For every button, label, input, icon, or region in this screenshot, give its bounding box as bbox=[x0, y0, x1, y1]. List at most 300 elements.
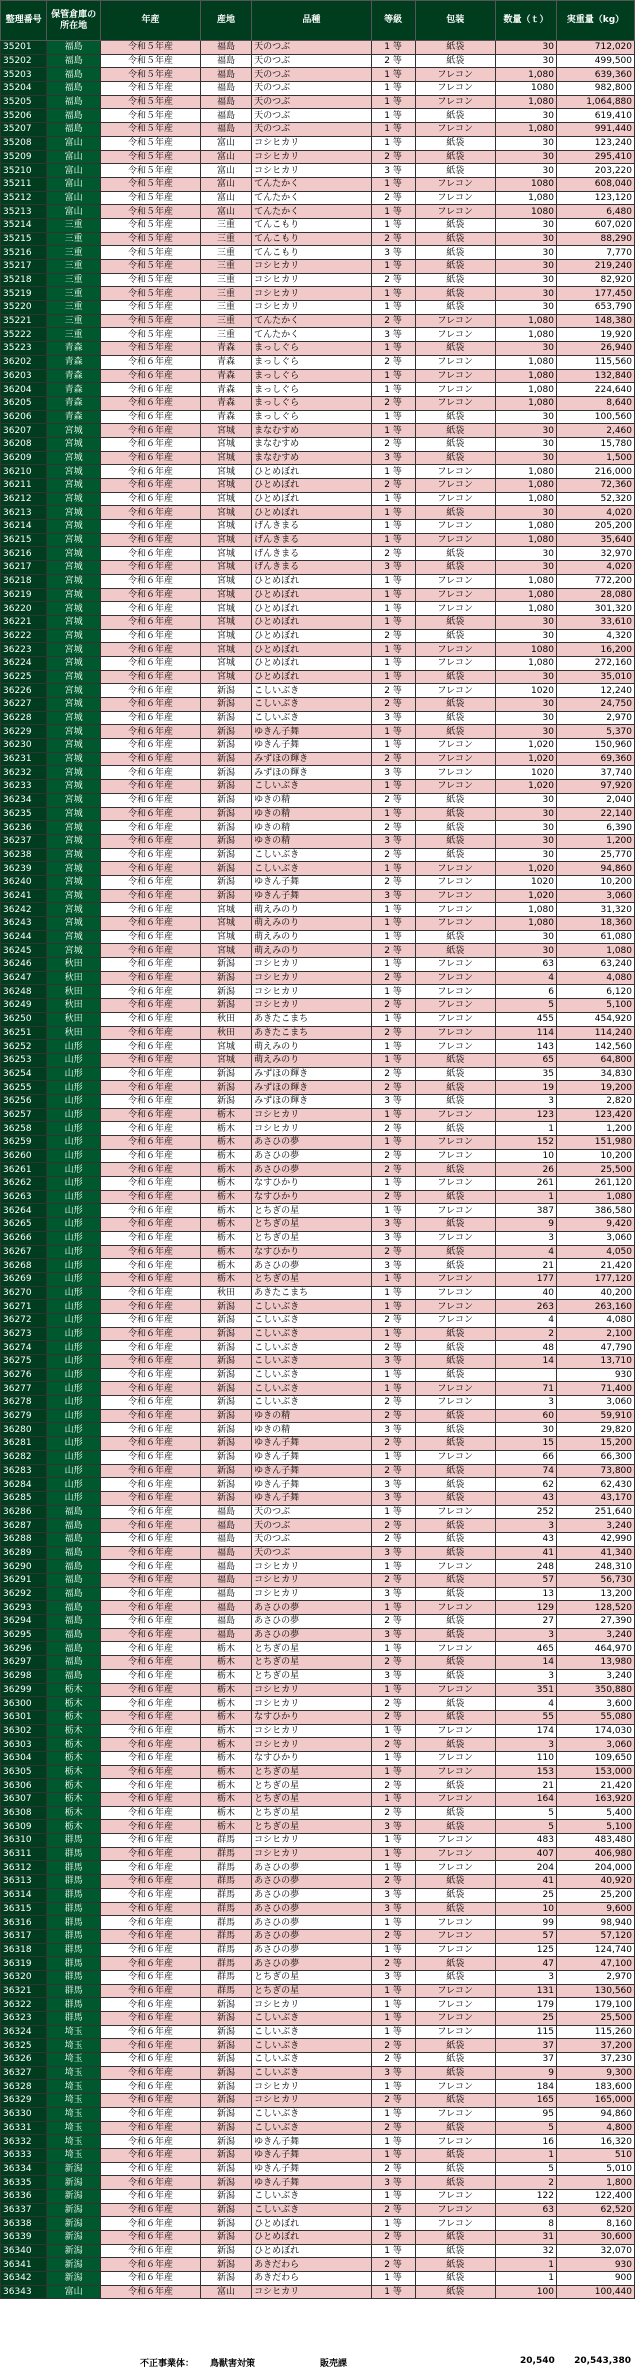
cell-qty: 1,080 bbox=[495, 479, 556, 493]
cell-year: 令和６年産 bbox=[100, 821, 200, 835]
cell-year: 令和６年産 bbox=[100, 547, 200, 561]
cell-id: 36204 bbox=[1, 383, 47, 397]
cell-qty: 30 bbox=[495, 260, 556, 274]
table-row bbox=[1, 1272, 635, 1286]
cell-qty: 261 bbox=[495, 1177, 556, 1191]
cell-variety: こしいぶき bbox=[252, 862, 371, 876]
cell-id: 36229 bbox=[1, 725, 47, 739]
table-row bbox=[1, 1669, 635, 1683]
cell-qty: 30 bbox=[495, 848, 556, 862]
cell-grade: 3 等 bbox=[371, 2176, 415, 2190]
cell-year: 令和５年産 bbox=[100, 342, 200, 356]
table-row bbox=[1, 1341, 635, 1355]
cell-qty: 30 bbox=[495, 232, 556, 246]
cell-package: 紙袋 bbox=[415, 2121, 495, 2135]
cell-weight: 63,240 bbox=[556, 958, 634, 972]
cell-qty: 1,080 bbox=[495, 191, 556, 205]
cell-variety: ひとめぼれ bbox=[252, 629, 371, 643]
col-id: 整理番号 bbox=[1, 1, 47, 41]
cell-weight: 21,420 bbox=[556, 1259, 634, 1273]
cell-grade: 2 等 bbox=[371, 971, 415, 985]
cell-warehouse: 宮城 bbox=[47, 725, 101, 739]
cell-weight: 12,240 bbox=[556, 684, 634, 698]
cell-weight: 10,200 bbox=[556, 875, 634, 889]
cell-qty: 125 bbox=[495, 1943, 556, 1957]
cell-package: フレコン bbox=[415, 1286, 495, 1300]
cell-qty: 1,080 bbox=[495, 588, 556, 602]
cell-year: 令和６年産 bbox=[100, 1259, 200, 1273]
cell-origin: 新潟 bbox=[200, 1464, 251, 1478]
cell-year: 令和６年産 bbox=[100, 1300, 200, 1314]
table-row bbox=[1, 2203, 635, 2217]
cell-weight: 62,430 bbox=[556, 1478, 634, 1492]
cell-weight: 4,020 bbox=[556, 506, 634, 520]
cell-grade: 2 等 bbox=[371, 2053, 415, 2067]
cell-origin: 新潟 bbox=[200, 999, 251, 1013]
cell-year: 令和６年産 bbox=[100, 492, 200, 506]
cell-warehouse: 宮城 bbox=[47, 739, 101, 753]
cell-origin: 新潟 bbox=[200, 698, 251, 712]
cell-id: 36298 bbox=[1, 1669, 47, 1683]
cell-variety: まっしぐら bbox=[252, 383, 371, 397]
cell-origin: 秋田 bbox=[200, 1026, 251, 1040]
cell-warehouse: 山形 bbox=[47, 1300, 101, 1314]
table-row bbox=[1, 2135, 635, 2149]
cell-origin: 青森 bbox=[200, 383, 251, 397]
cell-year: 令和６年産 bbox=[100, 862, 200, 876]
cell-id: 36330 bbox=[1, 2107, 47, 2121]
cell-warehouse: 山形 bbox=[47, 1259, 101, 1273]
cell-grade: 3 等 bbox=[371, 834, 415, 848]
cell-origin: 福島 bbox=[200, 1628, 251, 1642]
table-row bbox=[1, 1450, 635, 1464]
table-row bbox=[1, 2285, 635, 2299]
cell-package: 紙袋 bbox=[415, 629, 495, 643]
cell-origin: 宮城 bbox=[200, 615, 251, 629]
cell-qty: 30 bbox=[495, 807, 556, 821]
cell-weight: 72,360 bbox=[556, 479, 634, 493]
cell-package: フレコン bbox=[415, 889, 495, 903]
cell-id: 35218 bbox=[1, 273, 47, 287]
cell-year: 令和６年産 bbox=[100, 1327, 200, 1341]
table-row bbox=[1, 328, 635, 342]
cell-weight: 1,200 bbox=[556, 1122, 634, 1136]
cell-id: 36279 bbox=[1, 1409, 47, 1423]
cell-year: 令和６年産 bbox=[100, 1601, 200, 1615]
cell-grade: 1 等 bbox=[371, 383, 415, 397]
cell-grade: 1 等 bbox=[371, 109, 415, 123]
cell-package: 紙袋 bbox=[415, 944, 495, 958]
cell-qty: 1 bbox=[495, 1122, 556, 1136]
cell-qty: 1,080 bbox=[495, 123, 556, 137]
cell-variety: げんきまる bbox=[252, 547, 371, 561]
cell-grade: 1 等 bbox=[371, 807, 415, 821]
cell-origin: 栃木 bbox=[200, 1108, 251, 1122]
cell-origin: 栃木 bbox=[200, 1751, 251, 1765]
table-row bbox=[1, 670, 635, 684]
cell-id: 36268 bbox=[1, 1259, 47, 1273]
cell-id: 35223 bbox=[1, 342, 47, 356]
cell-id: 36332 bbox=[1, 2135, 47, 2149]
cell-variety: コシヒカリ bbox=[252, 260, 371, 274]
cell-year: 令和６年産 bbox=[100, 2203, 200, 2217]
cell-origin: 新潟 bbox=[200, 766, 251, 780]
cell-variety: あさひの夢 bbox=[252, 1615, 371, 1629]
cell-weight: 1,080 bbox=[556, 944, 634, 958]
cell-variety: げんきまる bbox=[252, 520, 371, 534]
cell-id: 36301 bbox=[1, 1710, 47, 1724]
cell-qty: 4 bbox=[495, 1697, 556, 1711]
table-row bbox=[1, 999, 635, 1013]
cell-weight: 28,080 bbox=[556, 588, 634, 602]
cell-warehouse: 富山 bbox=[47, 164, 101, 178]
table-row bbox=[1, 1382, 635, 1396]
table-row bbox=[1, 1245, 635, 1259]
cell-qty: 1,080 bbox=[495, 533, 556, 547]
cell-variety: あさひの夢 bbox=[252, 1136, 371, 1150]
cell-grade: 1 等 bbox=[371, 780, 415, 794]
cell-package: フレコン bbox=[415, 2189, 495, 2203]
cell-grade: 2 等 bbox=[371, 437, 415, 451]
cell-warehouse: 山形 bbox=[47, 1108, 101, 1122]
cell-id: 36241 bbox=[1, 889, 47, 903]
cell-weight: 15,780 bbox=[556, 437, 634, 451]
cell-year: 令和６年産 bbox=[100, 698, 200, 712]
cell-id: 36211 bbox=[1, 479, 47, 493]
cell-package: 紙袋 bbox=[415, 2162, 495, 2176]
cell-year: 令和６年産 bbox=[100, 643, 200, 657]
cell-year: 令和６年産 bbox=[100, 793, 200, 807]
cell-qty: 1,080 bbox=[495, 396, 556, 410]
cell-package: 紙袋 bbox=[415, 2039, 495, 2053]
cell-qty: 1080 bbox=[495, 177, 556, 191]
cell-id: 36341 bbox=[1, 2258, 47, 2272]
cell-qty: 165 bbox=[495, 2094, 556, 2108]
cell-id: 36267 bbox=[1, 1245, 47, 1259]
cell-year: 令和６年産 bbox=[100, 807, 200, 821]
cell-id: 36280 bbox=[1, 1423, 47, 1437]
cell-id: 36291 bbox=[1, 1574, 47, 1588]
cell-warehouse: 秋田 bbox=[47, 1012, 101, 1026]
cell-variety: みずほの輝き bbox=[252, 1081, 371, 1095]
cell-origin: 新潟 bbox=[200, 2121, 251, 2135]
cell-package: 紙袋 bbox=[415, 451, 495, 465]
cell-package: 紙袋 bbox=[415, 848, 495, 862]
cell-package: フレコン bbox=[415, 68, 495, 82]
cell-grade: 2 等 bbox=[371, 1163, 415, 1177]
cell-qty: 1020 bbox=[495, 766, 556, 780]
cell-origin: 栃木 bbox=[200, 1779, 251, 1793]
table-row bbox=[1, 383, 635, 397]
cell-id: 36285 bbox=[1, 1491, 47, 1505]
cell-package: フレコン bbox=[415, 1012, 495, 1026]
table-row bbox=[1, 739, 635, 753]
cell-year: 令和６年産 bbox=[100, 1286, 200, 1300]
cell-grade: 2 等 bbox=[371, 1519, 415, 1533]
cell-qty: 30 bbox=[495, 547, 556, 561]
cell-grade: 1 等 bbox=[371, 123, 415, 137]
cell-grade: 1 等 bbox=[371, 82, 415, 96]
cell-id: 36253 bbox=[1, 1053, 47, 1067]
cell-weight: 13,980 bbox=[556, 1656, 634, 1670]
cell-origin: 新潟 bbox=[200, 1067, 251, 1081]
cell-weight: 94,860 bbox=[556, 862, 634, 876]
cell-origin: 富山 bbox=[200, 2285, 251, 2299]
cell-grade: 3 等 bbox=[371, 451, 415, 465]
cell-origin: 富山 bbox=[200, 150, 251, 164]
cell-year: 令和６年産 bbox=[100, 1149, 200, 1163]
cell-warehouse: 三重 bbox=[47, 260, 101, 274]
cell-weight: 3,060 bbox=[556, 1231, 634, 1245]
cell-grade: 1 等 bbox=[371, 2189, 415, 2203]
cell-qty: 1,080 bbox=[495, 383, 556, 397]
cell-package: フレコン bbox=[415, 82, 495, 96]
cell-id: 36205 bbox=[1, 396, 47, 410]
cell-package: フレコン bbox=[415, 123, 495, 137]
cell-package: フレコン bbox=[415, 492, 495, 506]
cell-package: フレコン bbox=[415, 766, 495, 780]
cell-qty: 71 bbox=[495, 1382, 556, 1396]
cell-origin: 群馬 bbox=[200, 1834, 251, 1848]
cell-qty: 2 bbox=[495, 2176, 556, 2190]
cell-grade: 1 等 bbox=[371, 1683, 415, 1697]
table-body bbox=[1, 41, 635, 2299]
cell-variety: ゆきの精 bbox=[252, 834, 371, 848]
cell-variety: みずほの輝き bbox=[252, 1094, 371, 1108]
cell-origin: 富山 bbox=[200, 177, 251, 191]
table-row bbox=[1, 1026, 635, 1040]
cell-package: 紙袋 bbox=[415, 615, 495, 629]
cell-weight: 712,020 bbox=[556, 41, 634, 55]
cell-package: 紙袋 bbox=[415, 1081, 495, 1095]
cell-id: 36294 bbox=[1, 1615, 47, 1629]
cell-qty: 13 bbox=[495, 1587, 556, 1601]
cell-warehouse: 埼玉 bbox=[47, 2066, 101, 2080]
table-row bbox=[1, 1642, 635, 1656]
cell-qty: 9 bbox=[495, 1218, 556, 1232]
cell-id: 36272 bbox=[1, 1313, 47, 1327]
cell-origin: 宮城 bbox=[200, 944, 251, 958]
cell-year: 令和５年産 bbox=[100, 191, 200, 205]
cell-origin: 新潟 bbox=[200, 1437, 251, 1451]
cell-grade: 1 等 bbox=[371, 520, 415, 534]
cell-variety: こしいぶき bbox=[252, 1327, 371, 1341]
cell-package: 紙袋 bbox=[415, 1053, 495, 1067]
cell-grade: 2 等 bbox=[371, 1875, 415, 1889]
cell-variety: てんこもり bbox=[252, 232, 371, 246]
cell-weight: 88,290 bbox=[556, 232, 634, 246]
cell-variety: こしいぶき bbox=[252, 711, 371, 725]
cell-year: 令和５年産 bbox=[100, 205, 200, 219]
cell-package: フレコン bbox=[415, 1313, 495, 1327]
cell-year: 令和６年産 bbox=[100, 889, 200, 903]
cell-year: 令和６年産 bbox=[100, 917, 200, 931]
cell-id: 36228 bbox=[1, 711, 47, 725]
cell-year: 令和５年産 bbox=[100, 136, 200, 150]
cell-package: 紙袋 bbox=[415, 670, 495, 684]
cell-qty: 407 bbox=[495, 1847, 556, 1861]
table-row bbox=[1, 1368, 635, 1382]
cell-id: 36297 bbox=[1, 1656, 47, 1670]
cell-warehouse: 宮城 bbox=[47, 574, 101, 588]
cell-weight: 2,460 bbox=[556, 424, 634, 438]
cell-id: 36233 bbox=[1, 780, 47, 794]
cell-year: 令和６年産 bbox=[100, 1683, 200, 1697]
cell-grade: 1 等 bbox=[371, 917, 415, 931]
table-row bbox=[1, 985, 635, 999]
cell-grade: 3 等 bbox=[371, 246, 415, 260]
cell-year: 令和６年産 bbox=[100, 999, 200, 1013]
cell-year: 令和６年産 bbox=[100, 944, 200, 958]
cell-variety: こしいぶき bbox=[252, 1382, 371, 1396]
cell-warehouse: 福島 bbox=[47, 1532, 101, 1546]
cell-warehouse: 新潟 bbox=[47, 2244, 101, 2258]
cell-variety: てんたかく bbox=[252, 314, 371, 328]
cell-package: フレコン bbox=[415, 205, 495, 219]
table-row bbox=[1, 82, 635, 96]
cell-grade: 3 等 bbox=[371, 2066, 415, 2080]
cell-qty: 1 bbox=[495, 2272, 556, 2286]
table-row bbox=[1, 479, 635, 493]
cell-grade: 1 等 bbox=[371, 1450, 415, 1464]
cell-grade: 2 等 bbox=[371, 684, 415, 698]
cell-grade: 1 等 bbox=[371, 369, 415, 383]
cell-qty: 25 bbox=[495, 1888, 556, 1902]
cell-weight: 772,200 bbox=[556, 574, 634, 588]
cell-grade: 1 等 bbox=[371, 287, 415, 301]
cell-qty: 30 bbox=[495, 424, 556, 438]
cell-grade: 1 等 bbox=[371, 136, 415, 150]
table-row bbox=[1, 1067, 635, 1081]
cell-warehouse: 群馬 bbox=[47, 1861, 101, 1875]
cell-weight: 510 bbox=[556, 2148, 634, 2162]
cell-id: 36266 bbox=[1, 1231, 47, 1245]
cell-warehouse: 山形 bbox=[47, 1491, 101, 1505]
cell-origin: 新潟 bbox=[200, 821, 251, 835]
cell-package: フレコン bbox=[415, 656, 495, 670]
cell-package: フレコン bbox=[415, 479, 495, 493]
cell-grade: 1 等 bbox=[371, 533, 415, 547]
cell-id: 36284 bbox=[1, 1478, 47, 1492]
cell-warehouse: 宮城 bbox=[47, 889, 101, 903]
cell-grade: 1 等 bbox=[371, 1834, 415, 1848]
table-row bbox=[1, 711, 635, 725]
cell-qty: 30 bbox=[495, 725, 556, 739]
cell-qty: 16 bbox=[495, 2135, 556, 2149]
table-row bbox=[1, 2258, 635, 2272]
cell-qty: 48 bbox=[495, 1341, 556, 1355]
cell-weight: 31,320 bbox=[556, 903, 634, 917]
table-row bbox=[1, 547, 635, 561]
cell-warehouse: 宮城 bbox=[47, 533, 101, 547]
cell-weight: 123,120 bbox=[556, 191, 634, 205]
cell-origin: 新潟 bbox=[200, 971, 251, 985]
cell-grade: 3 等 bbox=[371, 1970, 415, 1984]
cell-package: 紙袋 bbox=[415, 2258, 495, 2272]
cell-package: フレコン bbox=[415, 1396, 495, 1410]
cell-variety: コシヒカリ bbox=[252, 1847, 371, 1861]
cell-package: フレコン bbox=[415, 684, 495, 698]
cell-qty: 30 bbox=[495, 109, 556, 123]
cell-weight: 639,360 bbox=[556, 68, 634, 82]
cell-year: 令和６年産 bbox=[100, 2258, 200, 2272]
cell-variety: てんこもり bbox=[252, 246, 371, 260]
cell-id: 36224 bbox=[1, 656, 47, 670]
cell-year: 令和６年産 bbox=[100, 2176, 200, 2190]
cell-grade: 1 等 bbox=[371, 1724, 415, 1738]
cell-variety: あさひの夢 bbox=[252, 1149, 371, 1163]
table-row bbox=[1, 2217, 635, 2231]
cell-variety: コシヒカリ bbox=[252, 136, 371, 150]
cell-qty: 3 bbox=[495, 1231, 556, 1245]
cell-package: 紙袋 bbox=[415, 1368, 495, 1382]
cell-year: 令和６年産 bbox=[100, 1615, 200, 1629]
cell-qty: 115 bbox=[495, 2025, 556, 2039]
cell-warehouse: 青森 bbox=[47, 383, 101, 397]
cell-grade: 3 等 bbox=[371, 1820, 415, 1834]
cell-qty: 5 bbox=[495, 1806, 556, 1820]
cell-origin: 秋田 bbox=[200, 1286, 251, 1300]
cell-weight: 9,420 bbox=[556, 1218, 634, 1232]
cell-variety: あさひの夢 bbox=[252, 1861, 371, 1875]
table-row bbox=[1, 54, 635, 68]
table-row bbox=[1, 164, 635, 178]
cell-variety: てんこもり bbox=[252, 218, 371, 232]
cell-weight: 2,040 bbox=[556, 793, 634, 807]
cell-qty: 40 bbox=[495, 1286, 556, 1300]
cell-package: 紙袋 bbox=[415, 1423, 495, 1437]
cell-weight: 123,420 bbox=[556, 1108, 634, 1122]
cell-package: 紙袋 bbox=[415, 547, 495, 561]
cell-warehouse: 栃木 bbox=[47, 1697, 101, 1711]
cell-year: 令和６年産 bbox=[100, 1943, 200, 1957]
cell-warehouse: 山形 bbox=[47, 1464, 101, 1478]
cell-year: 令和６年産 bbox=[100, 1519, 200, 1533]
cell-warehouse: 宮城 bbox=[47, 684, 101, 698]
cell-id: 35215 bbox=[1, 232, 47, 246]
cell-package: 紙袋 bbox=[415, 2272, 495, 2286]
cell-package: フレコン bbox=[415, 1040, 495, 1054]
table-row bbox=[1, 2094, 635, 2108]
cell-id: 36258 bbox=[1, 1122, 47, 1136]
table-row bbox=[1, 95, 635, 109]
cell-variety: とちぎの星 bbox=[252, 1642, 371, 1656]
cell-variety: ゆきん子舞 bbox=[252, 1491, 371, 1505]
cell-warehouse: 宮城 bbox=[47, 834, 101, 848]
cell-grade: 3 等 bbox=[371, 328, 415, 342]
cell-package: フレコン bbox=[415, 520, 495, 534]
cell-variety: とちぎの星 bbox=[252, 1218, 371, 1232]
table-row bbox=[1, 218, 635, 232]
cell-origin: 新潟 bbox=[200, 2148, 251, 2162]
cell-warehouse: 新潟 bbox=[47, 2176, 101, 2190]
cell-warehouse: 山形 bbox=[47, 1218, 101, 1232]
cell-weight: 37,200 bbox=[556, 2039, 634, 2053]
cell-package: フレコン bbox=[415, 2135, 495, 2149]
cell-id: 36218 bbox=[1, 574, 47, 588]
cell-weight: 26,940 bbox=[556, 342, 634, 356]
cell-year: 令和６年産 bbox=[100, 1437, 200, 1451]
cell-origin: 青森 bbox=[200, 355, 251, 369]
cell-qty: 6 bbox=[495, 985, 556, 999]
cell-qty: 30 bbox=[495, 615, 556, 629]
cell-weight: 177,120 bbox=[556, 1272, 634, 1286]
cell-package: フレコン bbox=[415, 1231, 495, 1245]
cell-variety: まっしぐら bbox=[252, 396, 371, 410]
cell-origin: 宮城 bbox=[200, 561, 251, 575]
cell-package: 紙袋 bbox=[415, 1259, 495, 1273]
cell-year: 令和５年産 bbox=[100, 54, 200, 68]
